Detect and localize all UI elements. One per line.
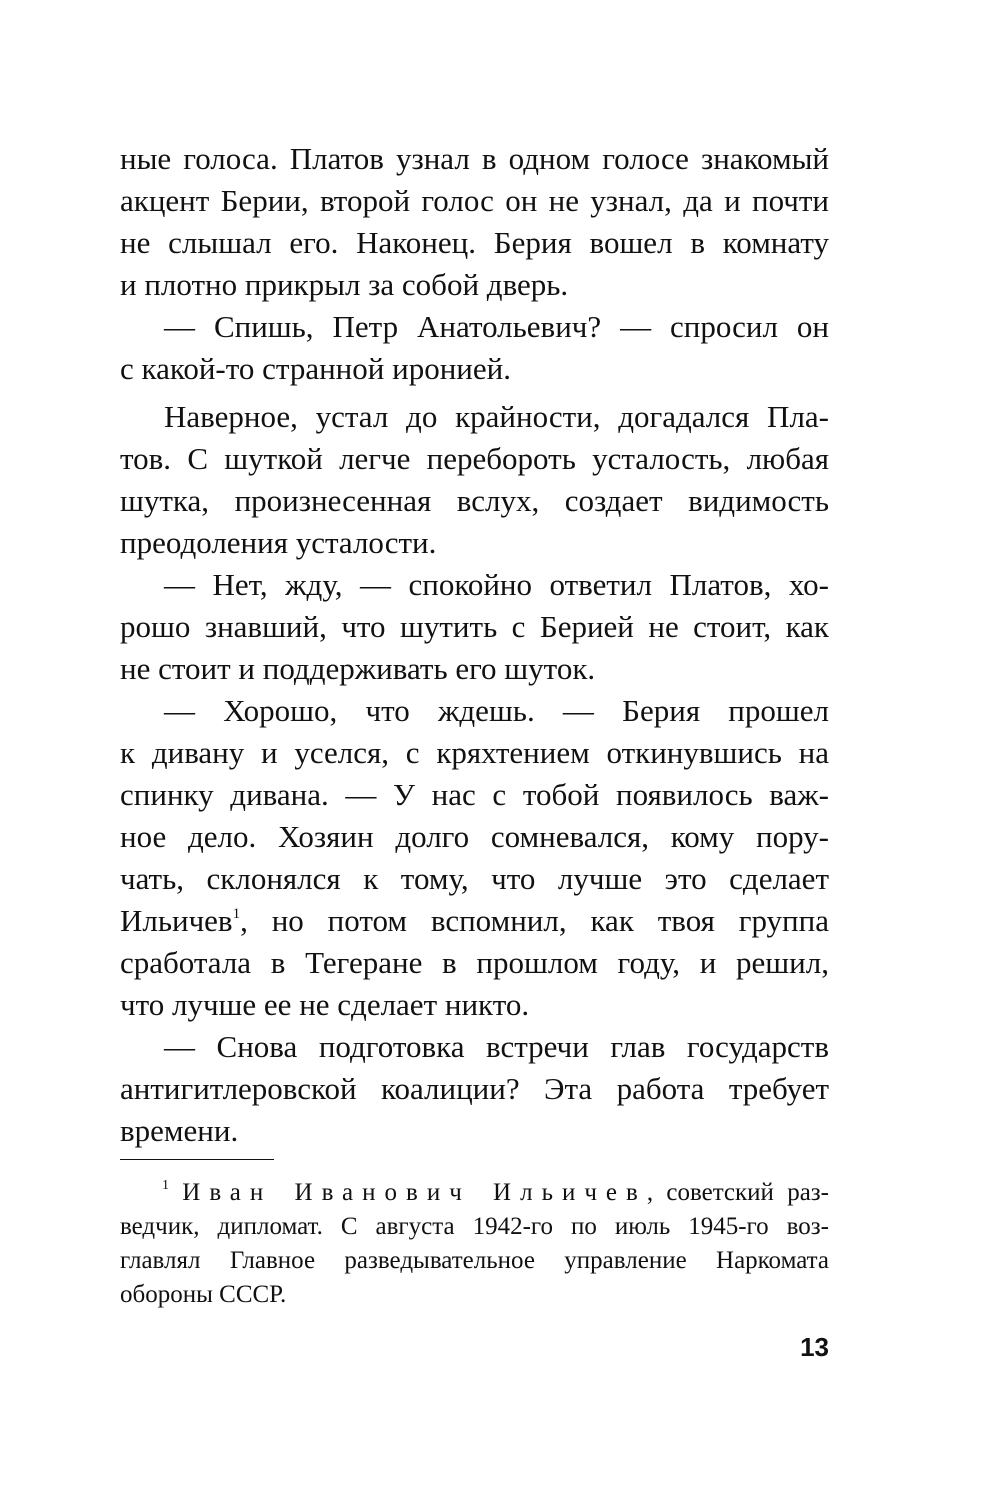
text-line: рошо знавший, что шутить с Берией не стоит, как xyxy=(120,609,829,644)
text-line: к дивану и уселся, с кряхтением откинувшись на xyxy=(120,735,829,770)
text-line: чать, склонялся к тому, что лучше это сделает xyxy=(120,861,829,896)
text-line: преодоления усталости. xyxy=(120,525,437,560)
page-number: 13 xyxy=(800,1332,829,1362)
footnote-mark: 1 xyxy=(162,1178,169,1193)
text-line: ное дело. Хозяин долго сомневался, кому пору- xyxy=(120,819,829,854)
footnote-reference[interactable]: 1 xyxy=(232,906,241,922)
text-line: Наверное, устал до крайности, догадался Пла- xyxy=(164,399,829,434)
text-line xyxy=(120,900,829,942)
text-line: с какой-то странной иронией. xyxy=(120,351,511,386)
text-line: — Нет, жду, — спокойно ответил Платов, хо- xyxy=(164,567,829,602)
text-line: спинку дивана. — У нас с тобой появилось важ- xyxy=(120,777,829,812)
text-line: что лучше ее не сделает никто. xyxy=(120,987,530,1022)
text-line: не стоит и поддерживать его шуток. xyxy=(120,651,596,686)
text-fragment: Ильичев xyxy=(120,903,233,938)
text-line: акцент Берии, второй голос он не узнал, да и почти xyxy=(120,183,829,218)
text-fragment: , советский раз- xyxy=(646,1179,829,1206)
footnote-line xyxy=(120,1176,829,1210)
footnote-line: главлял Главное разведывательное управление Наркомата xyxy=(120,1247,829,1274)
text-line: тов. С шуткой легче перебороть усталость, любая xyxy=(120,441,829,476)
text-line: сработала в Тегеране в прошлом году, и решил, xyxy=(120,945,829,980)
footnote-divider xyxy=(120,1159,274,1160)
footnote-person-name: Иван Иванович Ильичев xyxy=(182,1179,647,1206)
footnote xyxy=(120,1176,829,1312)
text-fragment: , но потом вспомнил, как твоя группа xyxy=(240,903,829,938)
text-line: не слышал его. Наконец. Берия вошел в комнату xyxy=(120,225,829,260)
main-text xyxy=(120,138,829,1152)
text-line: и плотно прикрыл за собой дверь. xyxy=(120,267,569,302)
text-line: — Хорошо, что ждешь. — Берия прошел xyxy=(164,693,829,728)
text-line: — Снова подготовка встречи глав государств xyxy=(164,1029,829,1064)
footnote-line: ведчик, дипломат. С августа 1942-го по июль 1945-го воз- xyxy=(120,1213,829,1240)
text-line: антигитлеровской коалиции? Эта работа требует xyxy=(120,1071,829,1106)
text-line: ные голоса. Платов узнал в одном голосе знакомый xyxy=(120,141,829,176)
text-line: времени. xyxy=(120,1113,239,1148)
text-line: — Спишь, Петр Анатольевич? — спросил он xyxy=(164,309,829,344)
footnote-line: обороны СССР. xyxy=(120,1281,287,1308)
text-line: шутка, произнесенная вслух, создает видимость xyxy=(120,483,829,518)
